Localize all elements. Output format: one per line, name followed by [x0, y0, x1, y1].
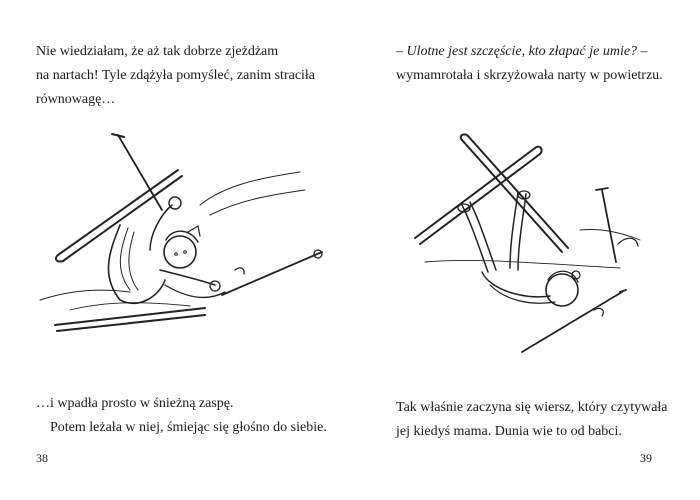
text-line: Tak właśnie zaczyna się wiersz, który czytywała	[396, 400, 668, 415]
text-line: Nie wiedziałam, że aż tak dobrze zjeżdżam	[36, 44, 279, 59]
text-line: na nartach! Tyle zdążyła pomyśleć, zanim straciła	[36, 68, 316, 83]
right-bottom-paragraph	[396, 396, 668, 444]
text-line: …i wpadła prosto w śnieżną zaspę.	[36, 396, 234, 411]
text-line: jej kiedyś mama. Dunia wie to od babci.	[396, 424, 622, 439]
text-line: wymamrotała i skrzyżowała narty w powietrzu.	[396, 68, 663, 83]
page-number: 39	[640, 451, 652, 465]
page-number: 38	[36, 451, 48, 465]
text-line: Potem leżała w niej, śmiejąc się głośno do siebie.	[50, 420, 327, 435]
text-line: równowagę…	[36, 92, 116, 107]
left-bottom-paragraph	[36, 392, 327, 440]
poem-quote-line: – Ulotne jest szczęście, kto złapać je umie? –	[396, 44, 648, 59]
right-page	[350, 0, 700, 500]
